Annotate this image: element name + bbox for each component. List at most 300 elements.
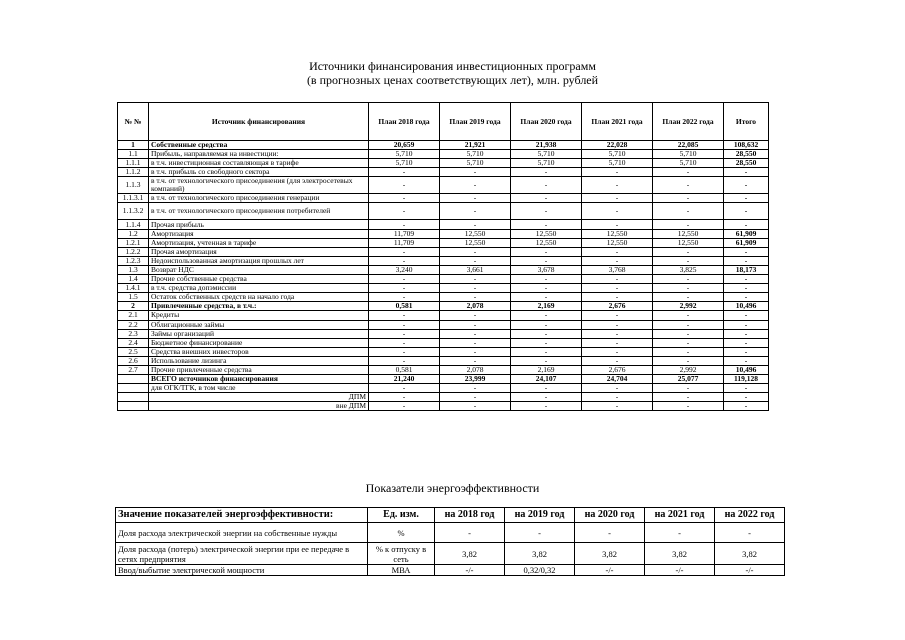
row-total: -	[724, 293, 769, 302]
row-value-2021: -	[582, 384, 653, 393]
funding-row	[118, 229, 769, 238]
row-value-2019: 5,710	[440, 150, 511, 159]
row-value-2019: -	[440, 168, 511, 177]
row-total: -	[724, 247, 769, 256]
row-value-2022: 22,085	[653, 141, 724, 150]
row-value-2020: 24,107	[511, 375, 582, 384]
row-total: -	[724, 329, 769, 338]
row-value-2019: -	[440, 220, 511, 229]
header-source: Источник финансирования	[149, 103, 369, 141]
row-value-2020: -	[511, 347, 582, 356]
funding-row	[118, 320, 769, 329]
row-value-2019: 5,710	[440, 159, 511, 168]
row-value-2019: -	[440, 329, 511, 338]
row-source: Средства внешних инвесторов	[149, 347, 369, 356]
row-value-2022: -	[653, 320, 724, 329]
row-value-2020: 12,550	[511, 238, 582, 247]
row-value-2022: -	[653, 168, 724, 177]
row-num	[118, 384, 149, 393]
row-value-2020: 5,710	[511, 159, 582, 168]
indicator-value-2022: -/-	[715, 565, 785, 576]
row-num: 1.2.3	[118, 256, 149, 265]
row-value-2020: -	[511, 284, 582, 293]
row-value-2022: -	[653, 203, 724, 220]
row-value-2022: 5,710	[653, 150, 724, 159]
row-num: 2.1	[118, 311, 149, 320]
row-value-2021: 5,710	[582, 150, 653, 159]
row-source: Прибыль, направляемая на инвестиции:	[149, 150, 369, 159]
row-total: -	[724, 393, 769, 402]
row-value-2018: -	[369, 194, 440, 203]
funding-row	[118, 141, 769, 150]
row-value-2018: -	[369, 284, 440, 293]
funding-row	[118, 365, 769, 374]
row-num: 2.4	[118, 338, 149, 347]
row-source: Облигационные займы	[149, 320, 369, 329]
row-source: Использование лизинга	[149, 356, 369, 365]
row-num: 2.5	[118, 347, 149, 356]
row-value-2021: -	[582, 393, 653, 402]
row-source: в т.ч. инвестиционная составляющая в тарифе	[149, 159, 369, 168]
row-value-2021: -	[582, 220, 653, 229]
row-total: -	[724, 402, 769, 411]
row-total: 10,496	[724, 365, 769, 374]
row-num: 1.4.1	[118, 284, 149, 293]
row-value-2020: -	[511, 220, 582, 229]
header-2020: План 2020 года	[511, 103, 582, 141]
row-total: -	[724, 347, 769, 356]
funding-row	[118, 311, 769, 320]
row-value-2020: -	[511, 203, 582, 220]
row-total: -	[724, 168, 769, 177]
indicator-value-2021: -/-	[645, 565, 715, 576]
row-value-2021: 22,028	[582, 141, 653, 150]
row-total: -	[724, 356, 769, 365]
indicator-value-2018: -	[435, 523, 505, 543]
funding-row	[118, 275, 769, 284]
funding-row	[118, 384, 769, 393]
indicator-name: Доля расхода (потерь) электрической энергии при ее передаче в сетях предприятия	[116, 543, 368, 565]
row-value-2020: -	[511, 177, 582, 194]
row-value-2019: -	[440, 284, 511, 293]
row-num: 1.1	[118, 150, 149, 159]
row-num: 1	[118, 141, 149, 150]
row-value-2018: -	[369, 220, 440, 229]
row-value-2019: -	[440, 247, 511, 256]
row-value-2021: -	[582, 168, 653, 177]
row-value-2019: 2,078	[440, 302, 511, 311]
indicator-value-2021: 3,82	[645, 543, 715, 565]
efficiency-row	[116, 565, 785, 576]
row-value-2019: -	[440, 338, 511, 347]
row-value-2021: -	[582, 194, 653, 203]
row-value-2022: -	[653, 194, 724, 203]
row-source: Возврат НДС	[149, 265, 369, 274]
funding-row	[118, 302, 769, 311]
row-num: 1.5	[118, 293, 149, 302]
row-total: -	[724, 177, 769, 194]
row-value-2020: 21,938	[511, 141, 582, 150]
row-value-2018: 11,709	[369, 238, 440, 247]
row-value-2019: 23,999	[440, 375, 511, 384]
row-num: 1.1.4	[118, 220, 149, 229]
row-value-2022: 5,710	[653, 159, 724, 168]
row-value-2020: -	[511, 247, 582, 256]
header-2022: План 2022 года	[653, 103, 724, 141]
row-total: -	[724, 220, 769, 229]
row-value-2020: -	[511, 338, 582, 347]
row-total: -	[724, 320, 769, 329]
indicator-value-2022: 3,82	[715, 543, 785, 565]
row-value-2018: -	[369, 177, 440, 194]
row-source: в т.ч. от технологического присоединения (для электросетевых компаний)	[149, 177, 369, 194]
header-total: Итого	[724, 103, 769, 141]
row-num: 1.1.2	[118, 168, 149, 177]
row-value-2022: 2,992	[653, 302, 724, 311]
row-value-2018: -	[369, 256, 440, 265]
row-value-2018: 3,240	[369, 265, 440, 274]
funding-row	[118, 338, 769, 347]
row-num: 2.2	[118, 320, 149, 329]
row-value-2018: -	[369, 203, 440, 220]
row-num: 1.1.1	[118, 159, 149, 168]
row-value-2022: -	[653, 311, 724, 320]
row-value-2022: 3,825	[653, 265, 724, 274]
row-total: 28,550	[724, 159, 769, 168]
row-source: Кредиты	[149, 311, 369, 320]
row-source: Остаток собственных средств на начало года	[149, 293, 369, 302]
efficiency-row	[116, 543, 785, 565]
funding-row	[118, 375, 769, 384]
row-value-2020: -	[511, 356, 582, 365]
indicator-value-2019: 0,32/0,32	[505, 565, 575, 576]
row-value-2021: -	[582, 275, 653, 284]
row-value-2022: 25,077	[653, 375, 724, 384]
row-value-2021: 24,704	[582, 375, 653, 384]
funding-row	[118, 194, 769, 203]
row-value-2020: -	[511, 384, 582, 393]
row-value-2018: 20,659	[369, 141, 440, 150]
row-value-2021: 2,676	[582, 302, 653, 311]
row-value-2021: -	[582, 293, 653, 302]
funding-row	[118, 220, 769, 229]
row-value-2022: 2,992	[653, 365, 724, 374]
row-value-2019: 12,550	[440, 238, 511, 247]
row-value-2020: 2,169	[511, 302, 582, 311]
row-value-2021: 2,676	[582, 365, 653, 374]
row-num: 1.2	[118, 229, 149, 238]
funding-row	[118, 402, 769, 411]
funding-row	[118, 393, 769, 402]
row-value-2022: -	[653, 356, 724, 365]
row-value-2022: 12,550	[653, 238, 724, 247]
row-total: -	[724, 311, 769, 320]
indicator-value-2019: -	[505, 523, 575, 543]
indicator-value-2018: -/-	[435, 565, 505, 576]
efficiency-table	[115, 507, 785, 576]
row-value-2019: -	[440, 194, 511, 203]
row-num: 2.3	[118, 329, 149, 338]
row-num	[118, 375, 149, 384]
funding-row	[118, 293, 769, 302]
header-2022: на 2022 год	[715, 508, 785, 523]
efficiency-row	[116, 523, 785, 543]
funding-row	[118, 159, 769, 168]
row-value-2019: -	[440, 320, 511, 329]
header-2021: План 2021 года	[582, 103, 653, 141]
indicator-name: Ввод/выбытие электрической мощности	[116, 565, 368, 576]
row-value-2020: -	[511, 275, 582, 284]
row-total: 108,632	[724, 141, 769, 150]
row-value-2020: 12,550	[511, 229, 582, 238]
row-value-2018: -	[369, 168, 440, 177]
row-value-2018: -	[369, 320, 440, 329]
funding-table	[117, 102, 769, 411]
row-value-2022: -	[653, 247, 724, 256]
row-value-2022: -	[653, 402, 724, 411]
row-value-2019: -	[440, 203, 511, 220]
funding-title-line1: Источники финансирования инвестиционных программ	[309, 59, 596, 73]
row-value-2021: -	[582, 177, 653, 194]
row-num: 1.2.2	[118, 247, 149, 256]
row-value-2022: -	[653, 347, 724, 356]
row-source: для ОГК/ТГК, в том числе	[149, 384, 369, 393]
funding-row	[118, 177, 769, 194]
row-value-2018: -	[369, 384, 440, 393]
indicator-name: Доля расхода электрической энергии на собственные нужды	[116, 523, 368, 543]
funding-row	[118, 347, 769, 356]
row-value-2022: -	[653, 338, 724, 347]
row-value-2018: -	[369, 329, 440, 338]
row-total: -	[724, 275, 769, 284]
row-source: Бюджетное финансирование	[149, 338, 369, 347]
row-source: ДПМ	[149, 393, 369, 402]
row-value-2019: 12,550	[440, 229, 511, 238]
header-2018: на 2018 год	[435, 508, 505, 523]
header-2019: План 2019 года	[440, 103, 511, 141]
row-value-2018: 5,710	[369, 159, 440, 168]
row-value-2022: -	[653, 329, 724, 338]
funding-row	[118, 150, 769, 159]
row-value-2022: -	[653, 275, 724, 284]
row-total: 10,496	[724, 302, 769, 311]
efficiency-header-row	[116, 508, 785, 523]
row-source: Прочая амортизация	[149, 247, 369, 256]
row-value-2020: -	[511, 256, 582, 265]
row-total: 18,173	[724, 265, 769, 274]
row-value-2021: -	[582, 347, 653, 356]
row-total: -	[724, 384, 769, 393]
indicator-value-2020: -	[575, 523, 645, 543]
funding-title	[0, 59, 905, 87]
row-total: 61,909	[724, 238, 769, 247]
funding-row	[118, 265, 769, 274]
row-value-2018: -	[369, 275, 440, 284]
funding-row	[118, 168, 769, 177]
indicator-unit: % к отпуску в сеть	[368, 543, 435, 565]
efficiency-title: Показатели энергоэффективности	[365, 481, 540, 495]
row-num: 1.1.3	[118, 177, 149, 194]
row-source: Прочая прибыль	[149, 220, 369, 229]
row-source: в т.ч. прибыль со свободного сектора	[149, 168, 369, 177]
funding-row	[118, 238, 769, 247]
row-value-2021: 12,550	[582, 229, 653, 238]
funding-title-line2: (в прогнозных ценах соответствующих лет), млн. рублей	[306, 73, 599, 87]
row-value-2018: -	[369, 293, 440, 302]
row-num: 1.2.1	[118, 238, 149, 247]
funding-row	[118, 256, 769, 265]
row-value-2018: -	[369, 347, 440, 356]
row-value-2018: -	[369, 338, 440, 347]
row-value-2018: -	[369, 356, 440, 365]
row-value-2022: 12,550	[653, 229, 724, 238]
row-source: Недоиспользованная амортизация прошлых лет	[149, 256, 369, 265]
header-2019: на 2019 год	[505, 508, 575, 523]
row-value-2020: 2,169	[511, 365, 582, 374]
row-value-2019: 2,078	[440, 365, 511, 374]
row-num: 2	[118, 302, 149, 311]
row-total: -	[724, 284, 769, 293]
row-source: Собственные средства	[149, 141, 369, 150]
row-value-2018: 21,240	[369, 375, 440, 384]
row-value-2019: -	[440, 293, 511, 302]
row-source: в т.ч. от технологического присоединения генерации	[149, 194, 369, 203]
funding-row	[118, 284, 769, 293]
row-value-2022: -	[653, 220, 724, 229]
indicator-value-2022: -	[715, 523, 785, 543]
row-total: 28,550	[724, 150, 769, 159]
row-total: 119,128	[724, 375, 769, 384]
indicator-value-2018: 3,82	[435, 543, 505, 565]
header-num: № №	[118, 103, 149, 141]
row-value-2019: -	[440, 393, 511, 402]
row-value-2021: -	[582, 311, 653, 320]
row-value-2021: -	[582, 402, 653, 411]
row-value-2022: -	[653, 284, 724, 293]
row-source: Амортизация	[149, 229, 369, 238]
row-total: -	[724, 256, 769, 265]
row-total: 61,909	[724, 229, 769, 238]
row-value-2018: 0,581	[369, 302, 440, 311]
funding-header-row	[118, 103, 769, 141]
row-value-2022: -	[653, 256, 724, 265]
row-value-2020: -	[511, 402, 582, 411]
indicator-value-2020: -/-	[575, 565, 645, 576]
row-value-2019: -	[440, 384, 511, 393]
row-value-2021: -	[582, 247, 653, 256]
row-value-2021: -	[582, 329, 653, 338]
funding-row	[118, 356, 769, 365]
row-num: 2.7	[118, 365, 149, 374]
row-value-2019: -	[440, 177, 511, 194]
row-value-2021: 5,710	[582, 159, 653, 168]
row-value-2021: 12,550	[582, 238, 653, 247]
funding-row	[118, 329, 769, 338]
row-value-2019: -	[440, 311, 511, 320]
row-source: в т.ч. средства допэмиссии	[149, 284, 369, 293]
row-value-2019: -	[440, 402, 511, 411]
indicator-value-2021: -	[645, 523, 715, 543]
indicator-unit: МВА	[368, 565, 435, 576]
indicator-value-2020: 3,82	[575, 543, 645, 565]
row-source: Займы организаций	[149, 329, 369, 338]
efficiency-table-body	[116, 523, 785, 576]
row-source: в т.ч. от технологического присоединения потребителей	[149, 203, 369, 220]
row-num	[118, 402, 149, 411]
row-source: ВСЕГО источников финансирования	[149, 375, 369, 384]
row-num: 1.4	[118, 275, 149, 284]
row-value-2019: -	[440, 275, 511, 284]
row-value-2021: -	[582, 284, 653, 293]
row-value-2021: -	[582, 203, 653, 220]
row-value-2018: -	[369, 402, 440, 411]
row-value-2021: -	[582, 338, 653, 347]
row-value-2019: 21,921	[440, 141, 511, 150]
row-total: -	[724, 194, 769, 203]
row-num	[118, 393, 149, 402]
row-source: вне ДПМ	[149, 402, 369, 411]
row-value-2018: 11,709	[369, 229, 440, 238]
row-source: Привлеченные средства, в т.ч.:	[149, 302, 369, 311]
row-total: -	[724, 338, 769, 347]
row-value-2018: 0,581	[369, 365, 440, 374]
row-source: Прочие собственные средства	[149, 275, 369, 284]
row-value-2018: 5,710	[369, 150, 440, 159]
row-num: 1.1.3.1	[118, 194, 149, 203]
funding-row	[118, 247, 769, 256]
row-value-2020: -	[511, 329, 582, 338]
row-value-2021: -	[582, 356, 653, 365]
row-value-2022: -	[653, 384, 724, 393]
row-value-2022: -	[653, 393, 724, 402]
header-2018: План 2018 года	[369, 103, 440, 141]
row-value-2018: -	[369, 311, 440, 320]
row-value-2020: -	[511, 293, 582, 302]
row-num: 1.3	[118, 265, 149, 274]
row-source: Прочие привлеченные средства	[149, 365, 369, 374]
row-value-2020: -	[511, 311, 582, 320]
row-num: 2.6	[118, 356, 149, 365]
row-value-2020: -	[511, 168, 582, 177]
row-value-2021: -	[582, 320, 653, 329]
row-value-2020: 3,678	[511, 265, 582, 274]
row-total: -	[724, 203, 769, 220]
header-2020: на 2020 год	[575, 508, 645, 523]
header-unit: Ед. изм.	[368, 508, 435, 523]
funding-table-body	[118, 141, 769, 411]
funding-row	[118, 203, 769, 220]
row-value-2021: -	[582, 256, 653, 265]
indicator-unit: %	[368, 523, 435, 543]
row-value-2021: 3,768	[582, 265, 653, 274]
row-value-2020: -	[511, 194, 582, 203]
row-value-2022: -	[653, 177, 724, 194]
header-indicator: Значение показателей энергоэффективности:	[116, 508, 368, 523]
row-value-2022: -	[653, 293, 724, 302]
row-value-2019: 3,661	[440, 265, 511, 274]
row-num: 1.1.3.2	[118, 203, 149, 220]
row-source: Амортизация, учтенная в тарифе	[149, 238, 369, 247]
row-value-2020: -	[511, 393, 582, 402]
row-value-2020: -	[511, 320, 582, 329]
row-value-2018: -	[369, 393, 440, 402]
header-2021: на 2021 год	[645, 508, 715, 523]
row-value-2019: -	[440, 356, 511, 365]
row-value-2019: -	[440, 347, 511, 356]
row-value-2020: 5,710	[511, 150, 582, 159]
row-value-2019: -	[440, 256, 511, 265]
indicator-value-2019: 3,82	[505, 543, 575, 565]
